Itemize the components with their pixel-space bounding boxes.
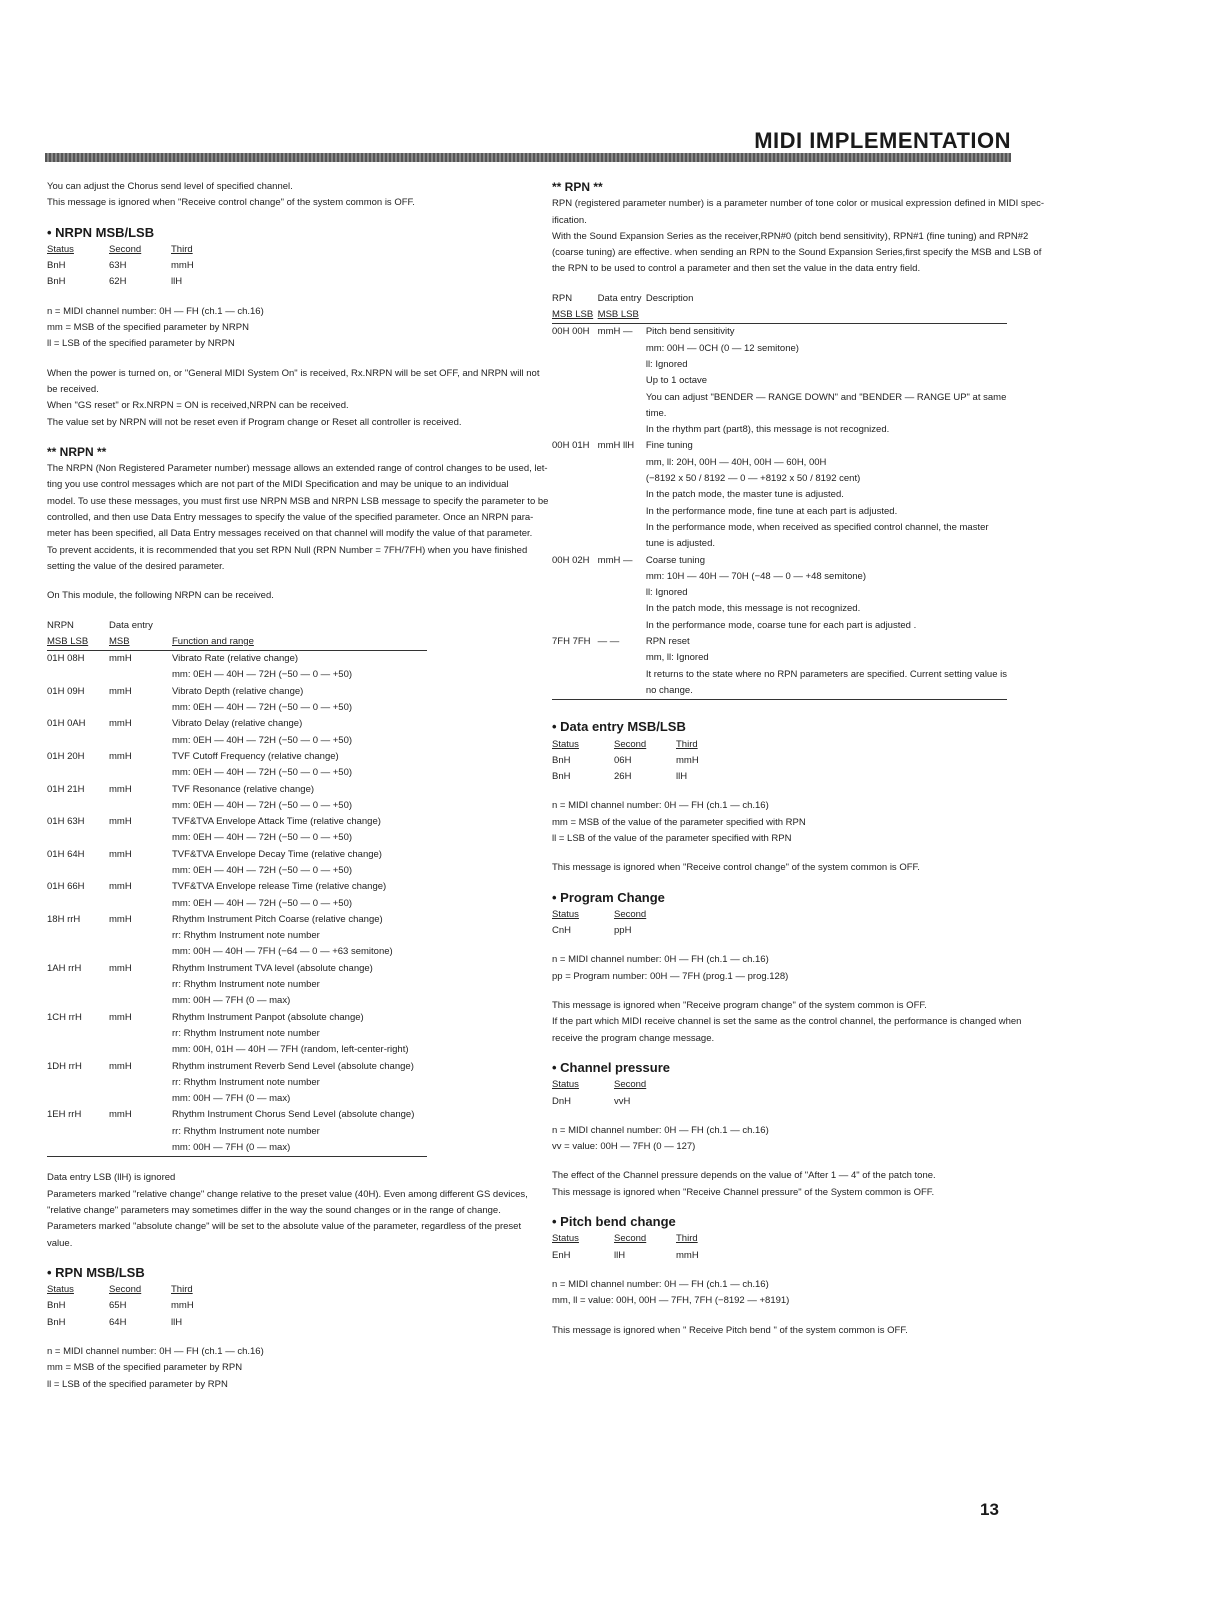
nrpn-msb-lsb-heading: • NRPN MSB/LSB <box>47 224 155 240</box>
table-cell: Vibrato Delay (relative change) <box>172 718 303 730</box>
table-row <box>47 798 427 814</box>
table-header-row: NRPN Data entry <box>47 619 153 631</box>
table-cell: 1AH rrH <box>47 962 82 974</box>
table-cell <box>552 520 598 536</box>
page-number: 13 <box>980 1500 999 1519</box>
table-cell: TVF Cutoff Frequency (relative change) <box>172 750 339 762</box>
table-cell <box>552 357 598 373</box>
table-cell <box>552 667 598 683</box>
table-cell <box>598 373 646 389</box>
table-cell: mmH <box>109 1011 132 1023</box>
table-cell: mm: 00H — 7FH (0 — max) <box>172 1093 291 1105</box>
program-change-definitions: n = MIDI channel number: 0H — FH (ch.1 — ch.16) pp = Program number: 00H — 7FH (prog.1 — prog.128) <box>552 954 789 982</box>
table-cell: mm: 10H — 40H — 70H (−48 — 0 — +48 semitone) <box>645 570 866 582</box>
power-on-text: When the power is turned on, or "General MIDI System On" is received, Rx.NRPN will be set OFF, and NRPN will not be received. When "GS reset" or Rx.NRPN = ON is received,NRPN can be received. The value set by NRPN will not be reset even if Program change or Reset all controller is received. <box>47 367 540 428</box>
nrpn-heading: ** NRPN ** <box>47 444 107 459</box>
table-cell <box>109 830 172 846</box>
table-cell <box>598 618 646 634</box>
table-row <box>552 504 1007 520</box>
table-cell <box>552 471 598 487</box>
table-cell <box>598 471 646 487</box>
table-row <box>47 1140 427 1157</box>
table-cell <box>552 585 598 601</box>
channel-pressure-table: Status Second DnH vvH <box>552 1079 647 1107</box>
table-cell <box>47 700 109 716</box>
table-cell: 00H 02H <box>552 554 590 566</box>
table-row <box>47 700 427 716</box>
table-cell <box>109 993 172 1009</box>
program-change-heading: • Program Change <box>552 889 665 905</box>
table-cell <box>598 504 646 520</box>
table-cell: Up to 1 octave <box>645 375 708 387</box>
table-cell: 18H rrH <box>47 913 81 925</box>
program-change-notes: This message is ignored when "Receive program change" of the system common is OFF. If the part which MIDI receive channel is set the same as the control channel, the performance is changed when receive the program change message. <box>552 1000 1022 1044</box>
table-row <box>47 1124 427 1140</box>
table-cell: mmH <box>109 718 132 730</box>
table-cell: mmH <box>109 881 132 893</box>
table-cell: In the performance mode, coarse tune for each part is adjusted . <box>645 619 917 631</box>
table-cell <box>47 944 109 960</box>
table-cell: mmH <box>109 1109 132 1121</box>
right-column <box>552 179 1045 1352</box>
channel-pressure-definitions: n = MIDI channel number: 0H — FH (ch.1 — ch.16) vv = value: 00H — 7FH (0 — 127) <box>552 1124 769 1153</box>
table-cell <box>598 422 646 438</box>
table-cell <box>47 863 109 879</box>
table-cell: 01H 63H <box>47 816 85 828</box>
table-header-row: MSB LSB MSB Function and range <box>47 634 427 651</box>
rpn-table <box>552 291 1007 700</box>
table-row <box>552 650 1007 666</box>
table-cell: rr: Rhythm Instrument note number <box>172 1076 320 1088</box>
table-cell: Vibrato Rate (relative change) <box>172 653 299 665</box>
table-cell: You can adjust "BENDER — RANGE DOWN" and "BENDER — RANGE UP" at same <box>645 391 1007 403</box>
table-cell: Pitch bend sensitivity <box>645 326 735 338</box>
table-cell <box>552 536 598 552</box>
table-cell <box>598 601 646 617</box>
table-cell <box>109 1091 172 1107</box>
table-cell: 01H 0AH <box>47 718 86 730</box>
table-cell <box>109 1026 172 1042</box>
table-cell: mm: 0EH — 40H — 72H (−50 — 0 — +50) <box>172 897 353 909</box>
table-cell: rr: Rhythm Instrument note number <box>172 1125 320 1137</box>
table-cell: RPN reset <box>645 636 690 648</box>
table-cell <box>47 1026 109 1042</box>
table-cell <box>47 830 109 846</box>
table-cell: mm: 00H — 7FH (0 — max) <box>172 1142 291 1154</box>
table-cell: no change. <box>645 684 693 696</box>
table-cell: mm: 0EH — 40H — 72H (−50 — 0 — +50) <box>172 832 353 844</box>
table-row <box>47 993 427 1009</box>
table-cell: mmH <box>109 750 132 762</box>
pitch-bend-note: This message is ignored when " Receive Pitch bend " of the system common is OFF. <box>552 1324 908 1336</box>
table-cell: 1DH rrH <box>47 1060 82 1072</box>
table-cell <box>109 896 172 912</box>
table-cell: — — <box>597 636 620 648</box>
table-cell: mmH <box>109 653 132 665</box>
table-cell <box>109 977 172 993</box>
table-row <box>552 634 1007 650</box>
table-row <box>47 1042 427 1058</box>
nrpn-msb-lsb-table: Status Second Third BnH 63H mmH BnH 62H llH <box>47 243 194 288</box>
nrpn-table <box>47 618 427 1158</box>
table-cell: Rhythm Instrument Panpot (absolute change) <box>172 1011 364 1023</box>
table-row <box>552 390 1007 406</box>
rpn-msb-lsb-heading: • RPN MSB/LSB <box>47 1264 145 1280</box>
table-cell: TVF&TVA Envelope release Time (relative change) <box>172 881 387 893</box>
table-cell <box>552 422 598 438</box>
table-row <box>552 520 1007 536</box>
table-cell: mmH <box>109 848 132 860</box>
pitch-bend-table: Status Second Third EnH llH mmH <box>552 1233 699 1261</box>
table-cell: mm, ll: Ignored <box>645 652 709 664</box>
table-cell: In the patch mode, this message is not recognized. <box>645 603 861 615</box>
table-cell <box>598 667 646 683</box>
table-cell <box>47 1075 109 1091</box>
table-row <box>552 553 1007 569</box>
table-cell <box>552 618 598 634</box>
data-entry-note: This message is ignored when "Receive control change" of the system common is OFF. <box>552 862 920 874</box>
table-header-row: MSB LSB MSB LSB <box>552 307 1007 324</box>
left-column <box>47 179 549 1406</box>
table-cell <box>109 700 172 716</box>
table-cell: mm: 0EH — 40H — 72H (−50 — 0 — +50) <box>172 767 353 779</box>
table-cell <box>109 1140 172 1157</box>
table-cell <box>47 765 109 781</box>
table-cell: mm: 0EH — 40H — 72H (−50 — 0 — +50) <box>172 702 353 714</box>
page-title: MIDI IMPLEMENTATION <box>754 128 1011 153</box>
table-row <box>47 1059 427 1075</box>
table-cell <box>47 1140 109 1157</box>
table-cell <box>598 569 646 585</box>
table-row <box>552 569 1007 585</box>
table-cell: 1EH rrH <box>47 1109 82 1121</box>
after-table-notes: Data entry LSB (llH) is ignored Parameters marked "relative change" change relative to the preset value (40H). Even among different GS devices, "relative change" parameters may sometimes differ in the way the sound changes or in the range of change. Parameters marked "absolute change" will be set to the absolute value of the parameter, regardless of the preset value. <box>47 1172 528 1249</box>
table-row <box>47 733 427 749</box>
table-cell <box>47 1124 109 1140</box>
pitch-bend-definitions: n = MIDI channel number: 0H — FH (ch.1 — ch.16) mm, ll = value: 00H, 00H — 7FH, 7FH (−8192 — +8191) <box>552 1278 790 1307</box>
table-cell <box>47 896 109 912</box>
table-cell: mmH llH <box>597 440 635 452</box>
table-cell: 00H 00H <box>552 326 590 338</box>
table-row <box>47 830 427 846</box>
table-cell <box>109 1124 172 1140</box>
module-line: On This module, the following NRPN can be received. <box>47 590 274 602</box>
table-row <box>47 1091 427 1107</box>
table-row <box>47 749 427 765</box>
table-cell: Fine tuning <box>645 440 693 452</box>
table-cell: Rhythm Instrument TVA level (absolute change) <box>172 962 373 974</box>
table-row <box>47 847 427 863</box>
table-cell: mm, ll: 20H, 00H — 40H, 00H — 60H, 00H <box>645 456 827 468</box>
data-entry-heading: • Data entry MSB/LSB <box>552 719 686 735</box>
table-cell: In the performance mode, when received as specified control channel, the master <box>645 521 989 533</box>
pitch-bend-heading: • Pitch bend change <box>552 1214 676 1230</box>
table-cell <box>598 650 646 666</box>
table-cell: 01H 09H <box>47 685 85 697</box>
table-cell: mmH <box>109 816 132 828</box>
table-row <box>552 341 1007 357</box>
table-cell: rr: Rhythm Instrument note number <box>172 979 320 991</box>
table-cell <box>552 650 598 666</box>
table-header-row: RPN Data entry Description <box>552 292 694 304</box>
table-cell <box>109 733 172 749</box>
table-row <box>47 684 427 700</box>
table-row <box>552 536 1007 552</box>
table-cell <box>598 390 646 406</box>
table-cell: mm: 0EH — 40H — 72H (−50 — 0 — +50) <box>172 864 353 876</box>
table-cell: 01H 20H <box>47 750 85 762</box>
channel-pressure-heading: • Channel pressure <box>552 1059 670 1075</box>
table-cell: mmH <box>109 685 132 697</box>
table-cell: ll: Ignored <box>645 358 688 370</box>
table-cell: time. <box>645 407 667 419</box>
table-cell <box>598 520 646 536</box>
table-cell <box>47 667 109 683</box>
table-cell: TVF&TVA Envelope Attack Time (relative change) <box>172 816 381 828</box>
table-cell: In the performance mode, fine tune at each part is adjusted. <box>645 505 898 517</box>
table-row <box>47 1026 427 1042</box>
table-row <box>552 601 1007 617</box>
rpn-paragraph: RPN (registered parameter number) is a parameter number of tone color or musical expression defined in MIDI spec- ification. With the Sound Expansion Series as the receiver,RPN#0 (pitch bend sensitivity), RPN#1 (fine tuning) and RPN#2 (coarse tuning) are effective. when sending an RPN to the Sound Expansion Series,first specify the MSB and LSB of the RPN to be used to control a parameter and then set the value in the data entry field. <box>552 198 1045 275</box>
table-cell <box>598 536 646 552</box>
table-cell: mm: 0EH — 40H — 72H (−50 — 0 — +50) <box>172 669 353 681</box>
table-cell: mmH <box>109 913 132 925</box>
table-row <box>47 896 427 912</box>
table-cell <box>552 341 598 357</box>
data-entry-definitions: n = MIDI channel number: 0H — FH (ch.1 — ch.16) mm = MSB of the value of the parameter specified with RPN ll = LSB of the value of the parameter specified with RPN <box>552 800 806 844</box>
table-cell: TVF Resonance (relative change) <box>172 783 315 795</box>
table-cell <box>552 683 598 700</box>
table-cell <box>109 1075 172 1091</box>
header-rule <box>45 153 1011 162</box>
table-row <box>47 765 427 781</box>
table-row <box>552 357 1007 373</box>
table-row <box>47 912 427 928</box>
table-cell: mm: 00H — 40H — 7FH (−64 — 0 — +63 semitone) <box>172 946 393 958</box>
table-cell: mmH <box>109 1060 132 1072</box>
table-cell: 01H 64H <box>47 848 85 860</box>
table-cell <box>598 487 646 503</box>
table-row <box>552 667 1007 683</box>
program-change-table: Status Second CnH ppH <box>552 908 647 937</box>
table-cell: 00H 01H <box>552 440 590 452</box>
table-cell: mmH — <box>597 326 633 338</box>
table-cell <box>109 765 172 781</box>
table-cell <box>552 487 598 503</box>
table-cell: 1CH rrH <box>47 1011 82 1023</box>
table-cell <box>552 406 598 422</box>
nrpn-paragraph: The NRPN (Non Registered Parameter number) message allows an extended range of control changes to be used, let- ting you use control messages which are not part of the MIDI Specification and may be unique to an individual model. To use these messages, you must first use NRPN MSB and NRPN LSB message to specify the parameter to be controlled, and then use Data Entry messages to specify the value of the specified parameter. Once an NRPN para- meter has been specified, all Data Entry messages received on that channel will modify the value of that parameter. To prevent accidents, it is recommended that you set RPN Null (RPN Number = 7FH/7FH) when you have finished setting the value of the desired parameter. <box>47 463 549 572</box>
table-cell: (−8192 x 50 / 8192 — 0 — +8192 x 50 / 8192 cent) <box>645 473 861 485</box>
table-row <box>552 455 1007 471</box>
table-cell: In the patch mode, the master tune is adjusted. <box>645 489 844 501</box>
table-cell <box>598 683 646 700</box>
table-cell <box>47 928 109 944</box>
table-row <box>47 1010 427 1026</box>
rpn-definitions: n = MIDI channel number: 0H — FH (ch.1 — ch.16) mm = MSB of the specified parameter by RPN ll = LSB of the specified parameter by RPN <box>47 1346 264 1390</box>
table-row <box>552 422 1007 438</box>
table-cell: mm: 00H — 0CH (0 — 12 semitone) <box>645 342 799 354</box>
table-cell: rr: Rhythm Instrument note number <box>172 930 320 942</box>
table-cell <box>552 373 598 389</box>
table-cell: Rhythm Instrument Chorus Send Level (absolute change) <box>172 1109 415 1121</box>
table-row <box>552 438 1007 454</box>
table-row <box>552 471 1007 487</box>
table-row <box>47 667 427 683</box>
table-cell <box>109 667 172 683</box>
table-cell <box>47 733 109 749</box>
table-cell <box>109 863 172 879</box>
table-row <box>552 585 1007 601</box>
table-cell: It returns to the state where no RPN parameters are specified. Current setting value is <box>645 668 1007 680</box>
table-cell: In the rhythm part (part8), this message is not recognized. <box>645 424 890 436</box>
table-row <box>47 879 427 895</box>
channel-pressure-notes: The effect of the Channel pressure depends on the value of "After 1 — 4" of the patch tone. This message is ignored when "Receive Channel pressure" of the System common is OFF. <box>552 1170 936 1198</box>
table-cell: 01H 21H <box>47 783 85 795</box>
table-cell: mm: 00H — 7FH (0 — max) <box>172 995 291 1007</box>
table-cell <box>47 977 109 993</box>
table-cell <box>598 455 646 471</box>
table-cell <box>552 601 598 617</box>
table-cell <box>552 569 598 585</box>
table-row <box>552 406 1007 422</box>
table-cell: mmH — <box>597 554 633 566</box>
table-row <box>47 814 427 830</box>
table-row <box>47 961 427 977</box>
table-cell <box>109 798 172 814</box>
table-row <box>47 944 427 960</box>
table-cell: mmH <box>109 962 132 974</box>
table-row <box>47 782 427 798</box>
table-cell: rr: Rhythm Instrument note number <box>172 1027 320 1039</box>
table-cell: mm: 0EH — 40H — 72H (−50 — 0 — +50) <box>172 799 353 811</box>
table-row <box>47 651 427 668</box>
rpn-heading: ** RPN ** <box>552 180 603 194</box>
table-row <box>552 373 1007 389</box>
table-cell <box>47 798 109 814</box>
rpn-msb-lsb-table: Status Second Third BnH 65H mmH BnH 64H llH <box>47 1284 194 1328</box>
table-cell <box>47 993 109 1009</box>
nrpn-definitions: n = MIDI channel number: 0H — FH (ch.1 — ch.16) mm = MSB of the specified parameter by NRPN ll = LSB of the specified parameter by NRPN <box>47 305 264 350</box>
table-row <box>552 487 1007 503</box>
table-cell <box>598 357 646 373</box>
table-cell: 01H 08H <box>47 653 85 665</box>
table-cell <box>47 1091 109 1107</box>
table-row <box>552 683 1007 700</box>
table-cell <box>552 504 598 520</box>
table-cell: 01H 66H <box>47 881 85 893</box>
table-cell <box>598 406 646 422</box>
table-row <box>47 716 427 732</box>
data-entry-table: Status Second Third BnH 06H mmH BnH 26H llH <box>552 738 699 783</box>
table-cell: TVF&TVA Envelope Decay Time (relative change) <box>172 848 382 860</box>
table-row <box>47 1075 427 1091</box>
table-row <box>47 1107 427 1123</box>
table-cell <box>552 390 598 406</box>
table-cell <box>109 928 172 944</box>
table-cell: Vibrato Depth (relative change) <box>172 685 304 697</box>
table-cell <box>598 341 646 357</box>
table-cell <box>109 1042 172 1058</box>
table-cell: mmH <box>109 783 132 795</box>
table-cell <box>109 944 172 960</box>
table-cell: Rhythm instrument Reverb Send Level (absolute change) <box>172 1060 414 1072</box>
table-cell: ll: Ignored <box>645 587 688 599</box>
chorus-intro: You can adjust the Chorus send level of specified channel. This message is ignored when "Receive control change" of the system common is OFF. <box>47 181 415 209</box>
table-cell: 7FH 7FH <box>552 636 591 648</box>
table-row <box>552 618 1007 634</box>
table-cell: mm: 0EH — 40H — 72H (−50 — 0 — +50) <box>172 734 353 746</box>
table-row <box>47 863 427 879</box>
table-row <box>552 324 1007 341</box>
table-cell: mm: 00H, 01H — 40H — 7FH (random, left-center-right) <box>172 1044 409 1056</box>
table-cell: Coarse tuning <box>645 554 705 566</box>
table-cell <box>598 585 646 601</box>
table-cell: Rhythm Instrument Pitch Coarse (relative change) <box>172 913 383 925</box>
table-cell: tune is adjusted. <box>645 538 716 550</box>
table-cell <box>47 1042 109 1058</box>
table-row <box>47 928 427 944</box>
table-row <box>47 977 427 993</box>
table-cell <box>552 455 598 471</box>
